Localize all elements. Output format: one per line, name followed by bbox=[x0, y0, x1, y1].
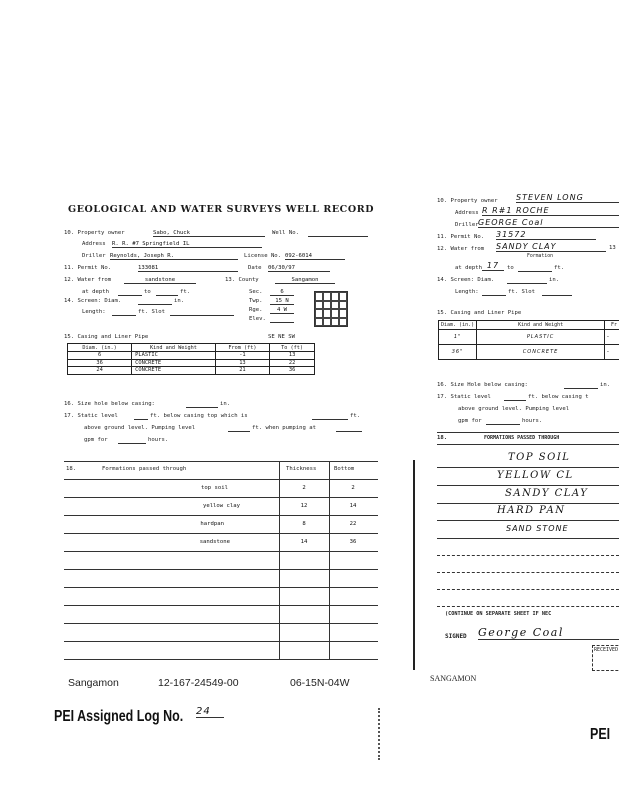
county-label: 13. County bbox=[225, 277, 259, 283]
right-depth-ft: ft. bbox=[554, 265, 565, 271]
right-formations-top-rule bbox=[437, 432, 619, 433]
formation-thickness: 14 bbox=[300, 539, 308, 545]
right-form-row-rule bbox=[437, 520, 619, 521]
gpm-label: gpm for bbox=[84, 437, 108, 443]
casing-header-row bbox=[68, 344, 315, 352]
date-value: 06/30/97 bbox=[268, 265, 330, 272]
gpm-blank bbox=[118, 443, 146, 444]
screen-diam-label: 14. Screen: Diam. bbox=[64, 298, 122, 304]
hole-size-blank bbox=[186, 407, 218, 408]
rge-label: Rge. bbox=[249, 307, 263, 313]
right-casing-header-row bbox=[439, 321, 619, 330]
right-gpm-label: gpm for bbox=[458, 418, 482, 424]
form-row-rule bbox=[64, 497, 378, 498]
driller-value: Reynolds, Joseph R. bbox=[110, 253, 238, 260]
right-formations-header: FORMATIONS PASSED THROUGH bbox=[484, 435, 560, 441]
property-owner-value: Sabo, Chuck bbox=[153, 230, 265, 237]
formation-name: yellow clay bbox=[202, 503, 240, 509]
right-static-blank bbox=[504, 400, 526, 401]
casing-label: 15. Casing and Liner Pipe bbox=[64, 334, 149, 340]
pumping-at-text: ft. when pumping at bbox=[252, 425, 316, 431]
formations-num: 18. bbox=[66, 466, 77, 472]
screen-in-label: in. bbox=[174, 298, 185, 304]
formation-name: sandstone bbox=[199, 539, 230, 545]
right-static-text: ft. below casing t bbox=[528, 394, 589, 400]
casing-cell: 24 bbox=[68, 367, 132, 375]
casing-cell: 6 bbox=[68, 352, 132, 360]
right-hole-size-blank bbox=[564, 388, 598, 389]
pumping-rate-blank bbox=[336, 431, 362, 432]
formation-bottom: 36 bbox=[349, 539, 357, 545]
footer-location: 06-15N-04W bbox=[290, 677, 350, 689]
right-footer-county: SANGAMON bbox=[430, 674, 477, 683]
casing-cell: PLASTIC bbox=[132, 352, 216, 360]
well-no-label: Well No. bbox=[272, 230, 299, 236]
right-permit-value: 31572 bbox=[496, 230, 596, 240]
right-form-row-rule bbox=[437, 485, 619, 486]
right-screen-in: in. bbox=[549, 277, 560, 283]
right-formation-entry: HARD PAN bbox=[497, 505, 566, 516]
right-casing-label: 15. Casing and Liner Pipe bbox=[437, 310, 522, 316]
right-depth-to-blank bbox=[518, 271, 552, 272]
right-county-num: 13 bbox=[609, 245, 616, 251]
water-from-label: 12. Water from bbox=[64, 277, 112, 283]
right-screen-label: 14. Screen: Diam. bbox=[437, 277, 495, 283]
pumping-level-blank bbox=[228, 431, 250, 432]
form-row-rule bbox=[64, 605, 378, 606]
right-address-label: Address bbox=[455, 210, 479, 216]
right-formations-header-rule bbox=[437, 444, 619, 445]
right-formation-entry: YELLOW CL bbox=[497, 470, 574, 481]
scan-artifact bbox=[378, 708, 383, 760]
right-form-row-rule bbox=[437, 503, 619, 504]
depth-from-blank bbox=[118, 295, 142, 296]
casing-cell: 36 bbox=[270, 367, 315, 375]
right-casing-cell: 36" bbox=[439, 345, 477, 360]
right-screen-blank bbox=[507, 283, 547, 284]
formation-name: top soil bbox=[201, 485, 228, 491]
casing-cell: CONCRETE bbox=[132, 367, 216, 375]
right-pei-label: PEI bbox=[590, 726, 611, 743]
hole-size-in: in. bbox=[220, 401, 231, 407]
right-gpm-blank bbox=[486, 424, 520, 425]
casing-cell: -1 bbox=[215, 352, 269, 360]
permit-value: 133081 bbox=[138, 265, 238, 272]
right-address-value: R R#1 ROCHE bbox=[482, 206, 619, 216]
elev-label: Elev. bbox=[249, 316, 266, 322]
right-permit-label: 11. Permit No. bbox=[437, 234, 485, 240]
right-driller-value: GEORGE Coal bbox=[478, 218, 619, 228]
formation-thickness: 12 bbox=[300, 503, 308, 509]
screen-diam-blank bbox=[138, 304, 172, 305]
right-depth-to: to bbox=[507, 265, 514, 271]
address-label: Address bbox=[82, 241, 106, 247]
slot-blank bbox=[170, 315, 234, 316]
casing-cell: 13 bbox=[215, 359, 269, 367]
right-form-row-rule bbox=[437, 606, 619, 607]
casing-col-to: To (ft) bbox=[270, 344, 315, 352]
date-label: Date bbox=[248, 265, 262, 271]
table-row bbox=[68, 367, 315, 375]
right-form-row-rule bbox=[437, 467, 619, 468]
sec-value: 6 bbox=[270, 289, 294, 296]
table-row bbox=[68, 359, 315, 367]
casing-cell: 36 bbox=[68, 359, 132, 367]
table-row bbox=[439, 345, 619, 360]
right-owner-label: 10. Property owner bbox=[437, 198, 498, 204]
driller-label: Driller bbox=[82, 253, 106, 259]
form-row-rule bbox=[64, 659, 378, 660]
formation-bottom: 14 bbox=[349, 503, 357, 509]
hours-label: hours. bbox=[148, 437, 169, 443]
depth-label: at depth bbox=[82, 289, 109, 295]
thickness-header: Thickness bbox=[286, 466, 317, 472]
right-form-row-rule bbox=[437, 572, 619, 573]
license-value: 092-6014 bbox=[285, 253, 345, 260]
form-row-rule bbox=[64, 515, 378, 516]
right-formations-num: 18. bbox=[437, 435, 448, 441]
elev-blank bbox=[270, 322, 294, 323]
sec-label: Sec. bbox=[249, 289, 263, 295]
right-casing-cell: PLASTIC bbox=[477, 330, 605, 345]
table-row bbox=[68, 352, 315, 360]
well-no-blank bbox=[308, 236, 368, 237]
right-signature: George Coal bbox=[478, 626, 619, 640]
right-length-label: Length: bbox=[455, 289, 479, 295]
right-hole-size-in: in. bbox=[600, 382, 611, 388]
right-form-row-rule bbox=[437, 555, 619, 556]
slot-label: ft. Slot bbox=[138, 309, 165, 315]
right-form-border bbox=[413, 460, 415, 670]
form-row-rule bbox=[64, 551, 378, 552]
right-form-row-rule bbox=[437, 538, 619, 539]
pumping-level-text: above ground level. Pumping level bbox=[84, 425, 196, 431]
right-formation-entry: TOP SOIL bbox=[508, 452, 571, 463]
right-formation-entry: SANDY CLAY bbox=[505, 488, 589, 499]
formation-thickness: 8 bbox=[302, 521, 306, 527]
section-location-grid bbox=[314, 291, 348, 327]
hole-size-label: 16. Size hole below casing: bbox=[64, 401, 155, 407]
footer-api-number: 12-167-24549-00 bbox=[158, 677, 239, 689]
casing-table bbox=[67, 343, 315, 375]
form-row-rule bbox=[64, 641, 378, 642]
right-depth-label: at depth bbox=[455, 265, 482, 271]
static-level-label: 17. Static level bbox=[64, 413, 118, 419]
form-row-rule bbox=[64, 533, 378, 534]
right-slot-label: ft. Slot bbox=[508, 289, 535, 295]
footer-county: Sangamon bbox=[68, 677, 119, 689]
formation-thickness: 2 bbox=[302, 485, 306, 491]
right-static-level-label: 17. Static level bbox=[437, 394, 491, 400]
right-form-row-rule bbox=[437, 589, 619, 590]
right-casing-table bbox=[438, 320, 619, 360]
depth-ft-label: ft. bbox=[180, 289, 191, 295]
license-label: License No. bbox=[244, 253, 282, 259]
twp-value: 15 N bbox=[270, 298, 294, 305]
right-depth-value: 17 bbox=[482, 261, 504, 271]
received-stamp: RECEIVED bbox=[592, 645, 619, 671]
right-continue-note: (CONTINUE ON SEPARATE SHEET IF NEC bbox=[445, 611, 552, 617]
casing-cell: 13 bbox=[270, 352, 315, 360]
right-slot-blank bbox=[542, 295, 572, 296]
right-casing-cell: CONCRETE bbox=[477, 345, 605, 360]
right-casing-cell: - bbox=[605, 345, 619, 360]
casing-top-blank bbox=[312, 419, 348, 420]
formation-bottom: 2 bbox=[351, 485, 355, 491]
static-level-text: ft. below casing top which is bbox=[150, 413, 248, 419]
static-level-ft: ft. bbox=[350, 413, 361, 419]
right-casing-col-from: Fr bbox=[605, 321, 619, 330]
right-owner-value: STEVEN LONG bbox=[516, 193, 619, 203]
pei-log-number: 24 bbox=[196, 706, 224, 718]
address-value: R. R. #7 Springfield IL bbox=[112, 241, 262, 248]
static-level-blank bbox=[134, 419, 148, 420]
casing-col-kind: Kind and Weight bbox=[132, 344, 216, 352]
county-value: Sangamon bbox=[275, 277, 335, 284]
form-title: GEOLOGICAL AND WATER SURVEYS WELL RECORD bbox=[68, 204, 375, 215]
right-driller-label: Driller bbox=[455, 222, 479, 228]
formations-top-rule bbox=[64, 461, 378, 462]
water-from-value: sandstone bbox=[124, 277, 196, 284]
formation-bottom: 22 bbox=[349, 521, 357, 527]
length-label: Length: bbox=[82, 309, 106, 315]
rge-value: 4 W bbox=[270, 307, 294, 314]
pei-log-label: PEI Assigned Log No. bbox=[54, 708, 184, 725]
form-row-rule bbox=[64, 623, 378, 624]
right-casing-cell: - bbox=[605, 330, 619, 345]
right-pumping-text: above ground level. Pumping level bbox=[458, 406, 570, 412]
length-blank bbox=[112, 315, 136, 316]
permit-label: 11. Permit No. bbox=[64, 265, 112, 271]
form-row-rule bbox=[64, 587, 378, 588]
quarter-header: SE NE SW bbox=[268, 334, 295, 340]
form-row-rule bbox=[64, 479, 378, 480]
casing-cell: 21 bbox=[215, 367, 269, 375]
form-row-rule bbox=[64, 569, 378, 570]
property-owner-label: 10. Property owner bbox=[64, 230, 125, 236]
right-length-blank bbox=[482, 295, 506, 296]
table-row bbox=[439, 330, 619, 345]
right-hole-size-label: 16. Size Hole below casing: bbox=[437, 382, 528, 388]
formations-header: Formations passed through bbox=[102, 466, 187, 472]
right-formation-entry: SAND STONE bbox=[506, 524, 569, 533]
right-casing-col-kind: Kind and Weight bbox=[477, 321, 605, 330]
formation-name: hardpan bbox=[200, 521, 224, 527]
bottom-header: Bottom bbox=[334, 466, 355, 472]
right-formation-caption: Formation bbox=[527, 254, 553, 259]
right-signed-label: SIGNED bbox=[445, 633, 467, 640]
right-water-from-label: 12. Water from bbox=[437, 246, 485, 252]
depth-to-blank bbox=[156, 295, 178, 296]
twp-label: Twp. bbox=[249, 298, 263, 304]
depth-to-label: to bbox=[144, 289, 151, 295]
casing-col-diam: Diam. (in.) bbox=[68, 344, 132, 352]
right-hours-label: hours. bbox=[522, 418, 543, 424]
right-casing-col-diam: Diam. (in.) bbox=[439, 321, 477, 330]
right-casing-cell: 1" bbox=[439, 330, 477, 345]
casing-cell: CONCRETE bbox=[132, 359, 216, 367]
right-water-from-value: SANDY CLAY bbox=[496, 242, 606, 252]
casing-cell: 22 bbox=[270, 359, 315, 367]
casing-col-from: From (ft) bbox=[215, 344, 269, 352]
